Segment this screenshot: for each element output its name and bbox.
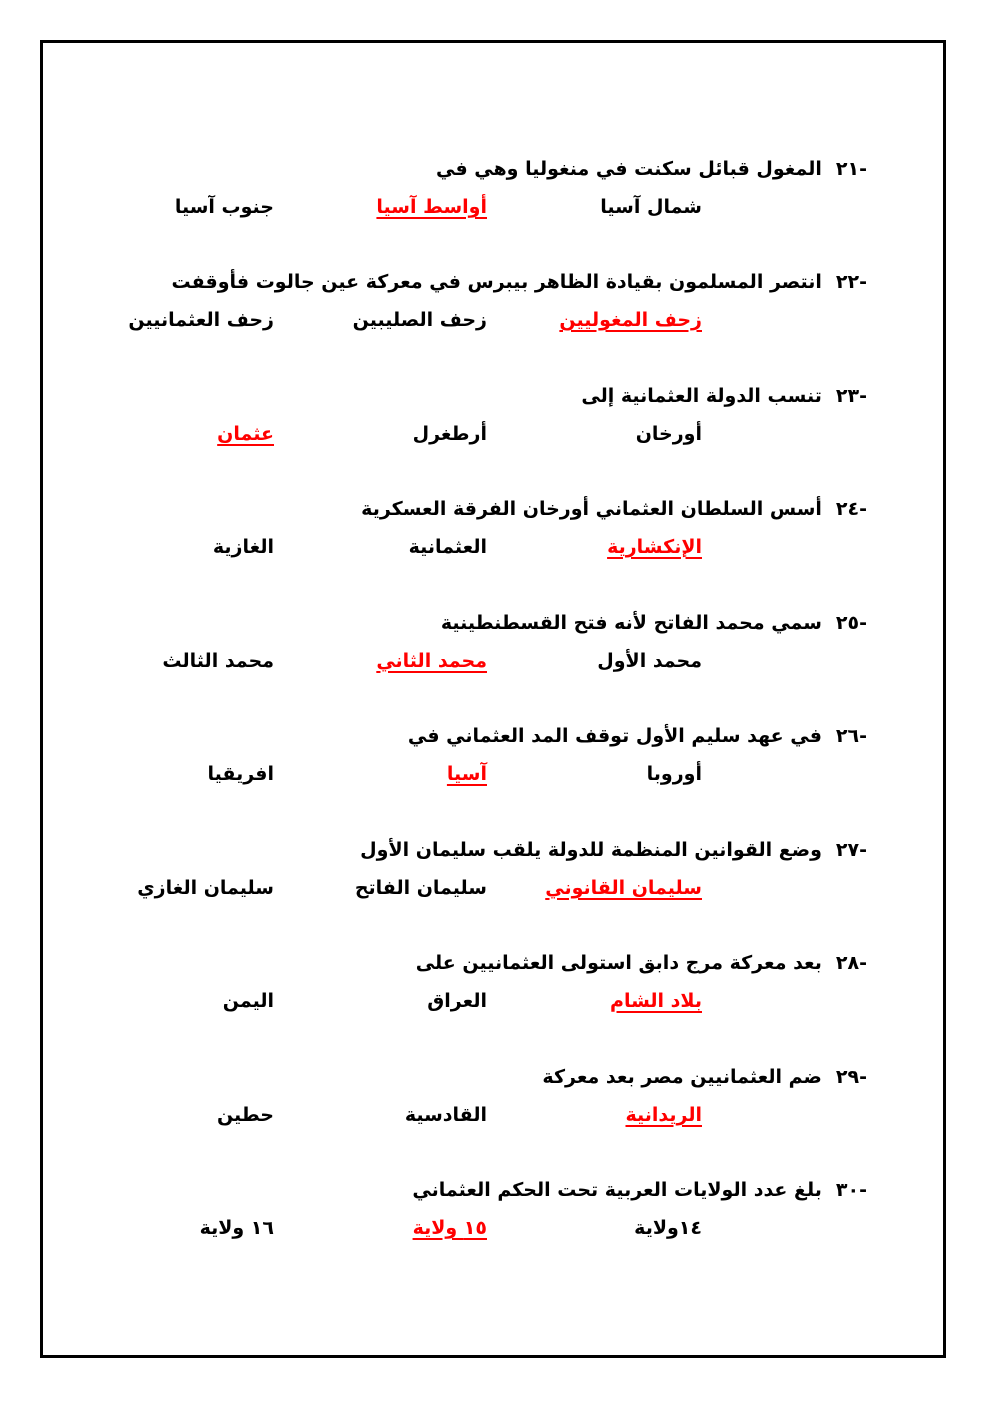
option-2: العراق <box>427 990 487 1012</box>
question-number: -٢٤ <box>835 498 867 520</box>
question-number: -٣٠ <box>835 1179 867 1201</box>
question-line <box>412 1176 867 1204</box>
option-3: اليمن <box>222 990 274 1012</box>
question-number: -٢٨ <box>835 952 867 974</box>
question-text: أسس السلطان العثماني أورخان الفرقة العسكرية <box>361 498 822 520</box>
question-number: -٢٥ <box>835 612 867 634</box>
question-number: -٢٣ <box>835 385 867 407</box>
question-number: -٢٧ <box>835 839 867 861</box>
option-1-correct-answer: زحف المغوليين <box>559 309 702 331</box>
option-1: شمال آسيا <box>600 196 702 218</box>
question-number: -٢١ <box>835 158 867 180</box>
page-border <box>40 40 946 1358</box>
option-2-correct-answer: آسيا <box>446 763 487 785</box>
question-number: -٢٦ <box>835 725 867 747</box>
question-line <box>581 382 867 410</box>
question-27 <box>0 836 992 916</box>
question-text: انتصر المسلمون بقيادة الظاهر بيبرس في معركة عين جالوت فأوقفت <box>171 271 822 293</box>
question-text: سمي محمد الفاتح لأنه فتح القسطنطينية <box>440 612 822 634</box>
question-28 <box>0 949 992 1029</box>
option-2: زحف الصليبين <box>352 309 487 331</box>
option-3: زحف العثمانيين <box>128 309 274 331</box>
option-1: ١٤ولاية <box>634 1217 702 1239</box>
question-line <box>408 722 867 750</box>
question-text: تنسب الدولة العثمانية إلى <box>581 385 822 407</box>
question-22 <box>0 268 992 348</box>
option-2-correct-answer: ١٥ ولاية <box>412 1217 487 1239</box>
option-3: حطين <box>216 1104 274 1126</box>
question-24 <box>0 495 992 575</box>
option-1: أوروبا <box>646 763 702 785</box>
question-26 <box>0 722 992 802</box>
question-text: المغول قبائل سكنت في منغوليا وهي في <box>435 158 822 180</box>
question-text: وضع القوانين المنظمة للدولة يلقب سليمان الأول <box>360 839 822 861</box>
option-1-correct-answer: سليمان القانوني <box>545 877 702 899</box>
option-1-correct-answer: بلاد الشام <box>610 990 702 1012</box>
option-2: أرطغرل <box>412 423 487 445</box>
option-2: القادسية <box>404 1104 487 1126</box>
option-1-correct-answer: الإنكشارية <box>607 536 702 558</box>
option-2-correct-answer: محمد الثاني <box>376 650 487 672</box>
option-2: العثمانية <box>408 536 487 558</box>
option-3: افريقيا <box>207 763 274 785</box>
question-line <box>361 495 867 523</box>
option-3: الغازية <box>212 536 274 558</box>
option-1: محمد الأول <box>597 650 702 672</box>
question-21 <box>0 155 992 235</box>
question-text: بعد معركة مرج دابق استولى العثمانيين على <box>415 952 822 974</box>
question-text: في عهد سليم الأول توقف المد العثماني في <box>407 725 822 747</box>
question-line <box>416 949 867 977</box>
question-text: بلغ عدد الولايات العربية تحت الحكم العثماني <box>412 1179 822 1201</box>
question-number: -٢٢ <box>835 271 867 293</box>
option-3: محمد الثالث <box>162 650 274 672</box>
question-23 <box>0 382 992 462</box>
option-1: أورخان <box>635 423 702 445</box>
question-line <box>542 1063 867 1091</box>
question-line <box>171 268 867 296</box>
question-25 <box>0 609 992 689</box>
question-text: ضم العثمانيين مصر بعد معركة <box>542 1066 822 1088</box>
option-3-correct-answer: عثمان <box>217 423 274 445</box>
option-1-correct-answer: الريدانية <box>625 1104 702 1126</box>
option-3: ١٦ ولاية <box>199 1217 274 1239</box>
option-2-correct-answer: أواسط آسيا <box>376 196 487 218</box>
question-30 <box>0 1176 992 1256</box>
option-2: سليمان الفاتح <box>354 877 487 899</box>
question-29 <box>0 1063 992 1143</box>
question-line <box>436 155 867 183</box>
question-number: -٢٩ <box>835 1066 867 1088</box>
option-3: جنوب آسيا <box>174 196 274 218</box>
question-line <box>360 836 867 864</box>
question-line <box>441 609 867 637</box>
option-3: سليمان الغازي <box>137 877 274 899</box>
